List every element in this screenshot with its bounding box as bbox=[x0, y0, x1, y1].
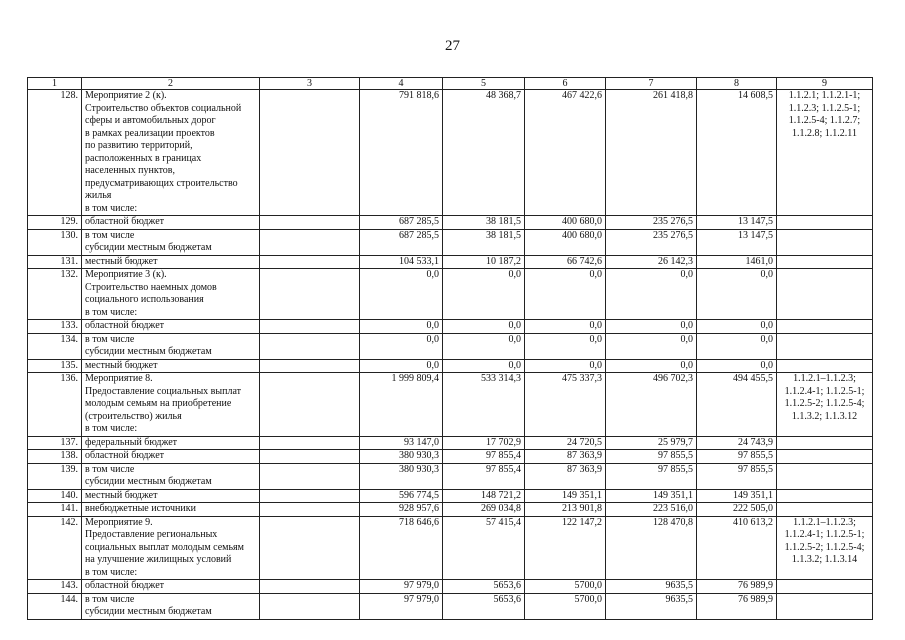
cell-col3 bbox=[260, 503, 360, 517]
cell-year2: 213 901,8 bbox=[525, 503, 606, 517]
cell-year2: 400 680,0 bbox=[525, 229, 606, 255]
column-header: 5 bbox=[443, 78, 525, 90]
cell-codes bbox=[777, 489, 873, 503]
cell-year2: 87 363,9 bbox=[525, 463, 606, 489]
table-row bbox=[28, 580, 873, 594]
cell-year2: 24 720,5 bbox=[525, 436, 606, 450]
row-name: областной бюджет bbox=[82, 580, 260, 594]
cell-col3 bbox=[260, 580, 360, 594]
row-number: 130. bbox=[28, 229, 82, 255]
cell-year4: 76 989,9 bbox=[697, 593, 777, 619]
cell-year4: 1461,0 bbox=[697, 255, 777, 269]
cell-codes bbox=[777, 333, 873, 359]
cell-total: 0,0 bbox=[360, 333, 443, 359]
row-name: в том числе субсидии местным бюджетам bbox=[82, 463, 260, 489]
cell-year2: 0,0 bbox=[525, 320, 606, 334]
row-number: 140. bbox=[28, 489, 82, 503]
cell-total: 380 930,3 bbox=[360, 463, 443, 489]
cell-codes bbox=[777, 436, 873, 450]
cell-total: 97 979,0 bbox=[360, 593, 443, 619]
column-header: 9 bbox=[777, 78, 873, 90]
cell-col3 bbox=[260, 269, 360, 320]
cell-col3 bbox=[260, 229, 360, 255]
cell-year4: 494 455,5 bbox=[697, 373, 777, 437]
cell-col3 bbox=[260, 516, 360, 580]
table-row bbox=[28, 216, 873, 230]
cell-codes bbox=[777, 580, 873, 594]
cell-total: 380 930,3 bbox=[360, 450, 443, 464]
table-row bbox=[28, 320, 873, 334]
cell-col3 bbox=[260, 216, 360, 230]
cell-year1: 10 187,2 bbox=[443, 255, 525, 269]
cell-year2: 475 337,3 bbox=[525, 373, 606, 437]
cell-codes bbox=[777, 216, 873, 230]
cell-year3: 9635,5 bbox=[606, 593, 697, 619]
cell-col3 bbox=[260, 359, 360, 373]
row-number: 139. bbox=[28, 463, 82, 489]
row-name: Мероприятие 9. Предоставление региональных социальных выплат молодым семьям на улучшение жилищных условий в том числе: bbox=[82, 516, 260, 580]
cell-year3: 97 855,5 bbox=[606, 450, 697, 464]
cell-col3 bbox=[260, 436, 360, 450]
row-number: 128. bbox=[28, 90, 82, 216]
cell-year2: 122 147,2 bbox=[525, 516, 606, 580]
cell-codes bbox=[777, 450, 873, 464]
cell-year4: 14 608,5 bbox=[697, 90, 777, 216]
cell-year2: 149 351,1 bbox=[525, 489, 606, 503]
header-row bbox=[28, 78, 873, 90]
cell-year1: 17 702,9 bbox=[443, 436, 525, 450]
table-row bbox=[28, 516, 873, 580]
cell-year1: 0,0 bbox=[443, 333, 525, 359]
cell-codes bbox=[777, 593, 873, 619]
cell-col3 bbox=[260, 450, 360, 464]
cell-total: 93 147,0 bbox=[360, 436, 443, 450]
cell-year3: 235 276,5 bbox=[606, 216, 697, 230]
column-header: 1 bbox=[28, 78, 82, 90]
row-name: местный бюджет bbox=[82, 489, 260, 503]
cell-year2: 0,0 bbox=[525, 269, 606, 320]
cell-total: 104 533,1 bbox=[360, 255, 443, 269]
cell-year4: 13 147,5 bbox=[697, 229, 777, 255]
table-row bbox=[28, 503, 873, 517]
cell-year3: 149 351,1 bbox=[606, 489, 697, 503]
table-row bbox=[28, 489, 873, 503]
cell-total: 0,0 bbox=[360, 320, 443, 334]
cell-codes: 1.1.2.1; 1.1.2.1-1; 1.1.2.3; 1.1.2.5-1; 1.1.2.5-4; 1.1.2.7; 1.1.2.8; 1.1.2.11 bbox=[777, 90, 873, 216]
cell-year4: 0,0 bbox=[697, 269, 777, 320]
cell-year4: 97 855,5 bbox=[697, 450, 777, 464]
cell-year1: 0,0 bbox=[443, 359, 525, 373]
cell-year4: 410 613,2 bbox=[697, 516, 777, 580]
cell-year2: 467 422,6 bbox=[525, 90, 606, 216]
cell-year1: 38 181,5 bbox=[443, 229, 525, 255]
row-number: 144. bbox=[28, 593, 82, 619]
cell-col3 bbox=[260, 373, 360, 437]
table-row bbox=[28, 436, 873, 450]
row-name: внебюджетные источники bbox=[82, 503, 260, 517]
column-header: 4 bbox=[360, 78, 443, 90]
cell-codes bbox=[777, 255, 873, 269]
cell-year4: 0,0 bbox=[697, 359, 777, 373]
row-name: в том числе субсидии местным бюджетам bbox=[82, 229, 260, 255]
row-name: областной бюджет bbox=[82, 320, 260, 334]
row-number: 137. bbox=[28, 436, 82, 450]
cell-year4: 97 855,5 bbox=[697, 463, 777, 489]
cell-year1: 269 034,8 bbox=[443, 503, 525, 517]
cell-total: 1 999 809,4 bbox=[360, 373, 443, 437]
column-header: 8 bbox=[697, 78, 777, 90]
cell-codes bbox=[777, 320, 873, 334]
cell-year1: 5653,6 bbox=[443, 593, 525, 619]
cell-year4: 13 147,5 bbox=[697, 216, 777, 230]
cell-year1: 0,0 bbox=[443, 269, 525, 320]
cell-total: 928 957,6 bbox=[360, 503, 443, 517]
cell-year2: 400 680,0 bbox=[525, 216, 606, 230]
cell-year3: 9635,5 bbox=[606, 580, 697, 594]
row-name: местный бюджет bbox=[82, 359, 260, 373]
cell-total: 97 979,0 bbox=[360, 580, 443, 594]
table-row bbox=[28, 359, 873, 373]
cell-col3 bbox=[260, 463, 360, 489]
cell-year2: 5700,0 bbox=[525, 580, 606, 594]
cell-year1: 97 855,4 bbox=[443, 463, 525, 489]
cell-year1: 57 415,4 bbox=[443, 516, 525, 580]
cell-codes bbox=[777, 269, 873, 320]
cell-year2: 87 363,9 bbox=[525, 450, 606, 464]
cell-codes: 1.1.2.1–1.1.2.3; 1.1.2.4-1; 1.1.2.5-1; 1.1.2.5-2; 1.1.2.5-4; 1.1.3.2; 1.1.3.14 bbox=[777, 516, 873, 580]
cell-codes bbox=[777, 463, 873, 489]
cell-codes: 1.1.2.1–1.1.2.3; 1.1.2.4-1; 1.1.2.5-1; 1.1.2.5-2; 1.1.2.5-4; 1.1.3.2; 1.1.3.12 bbox=[777, 373, 873, 437]
cell-total: 791 818,6 bbox=[360, 90, 443, 216]
page-number: 27 bbox=[445, 38, 460, 54]
row-name: в том числе субсидии местным бюджетам bbox=[82, 593, 260, 619]
table-row bbox=[28, 450, 873, 464]
row-number: 143. bbox=[28, 580, 82, 594]
cell-col3 bbox=[260, 320, 360, 334]
cell-codes bbox=[777, 229, 873, 255]
table-row bbox=[28, 593, 873, 619]
cell-year1: 148 721,2 bbox=[443, 489, 525, 503]
cell-year3: 0,0 bbox=[606, 333, 697, 359]
cell-total: 0,0 bbox=[360, 359, 443, 373]
table-row bbox=[28, 463, 873, 489]
column-header: 7 bbox=[606, 78, 697, 90]
cell-total: 596 774,5 bbox=[360, 489, 443, 503]
cell-year3: 0,0 bbox=[606, 269, 697, 320]
table-row bbox=[28, 333, 873, 359]
cell-year3: 97 855,5 bbox=[606, 463, 697, 489]
cell-year3: 496 702,3 bbox=[606, 373, 697, 437]
cell-col3 bbox=[260, 255, 360, 269]
cell-year3: 0,0 bbox=[606, 359, 697, 373]
row-number: 138. bbox=[28, 450, 82, 464]
column-header: 3 bbox=[260, 78, 360, 90]
cell-year1: 48 368,7 bbox=[443, 90, 525, 216]
cell-col3 bbox=[260, 489, 360, 503]
cell-year4: 76 989,9 bbox=[697, 580, 777, 594]
table-row bbox=[28, 255, 873, 269]
cell-year1: 38 181,5 bbox=[443, 216, 525, 230]
column-header: 2 bbox=[82, 78, 260, 90]
cell-total: 687 285,5 bbox=[360, 216, 443, 230]
cell-total: 687 285,5 bbox=[360, 229, 443, 255]
row-number: 133. bbox=[28, 320, 82, 334]
cell-codes bbox=[777, 359, 873, 373]
row-name: местный бюджет bbox=[82, 255, 260, 269]
row-name: Мероприятие 3 (к). Строительство наемных домов социального использования в том числе: bbox=[82, 269, 260, 320]
cell-year3: 261 418,8 bbox=[606, 90, 697, 216]
cell-year4: 0,0 bbox=[697, 320, 777, 334]
row-number: 129. bbox=[28, 216, 82, 230]
cell-year2: 5700,0 bbox=[525, 593, 606, 619]
table-row bbox=[28, 269, 873, 320]
row-number: 136. bbox=[28, 373, 82, 437]
cell-year1: 0,0 bbox=[443, 320, 525, 334]
cell-codes bbox=[777, 503, 873, 517]
cell-year1: 5653,6 bbox=[443, 580, 525, 594]
row-name: Мероприятие 8. Предоставление социальных выплат молодым семьям на приобретение (строительство) жилья в том числе: bbox=[82, 373, 260, 437]
table-row bbox=[28, 90, 873, 216]
cell-year1: 533 314,3 bbox=[443, 373, 525, 437]
cell-year3: 235 276,5 bbox=[606, 229, 697, 255]
row-name: в том числе субсидии местным бюджетам bbox=[82, 333, 260, 359]
cell-year4: 222 505,0 bbox=[697, 503, 777, 517]
cell-year2: 0,0 bbox=[525, 333, 606, 359]
column-header: 6 bbox=[525, 78, 606, 90]
row-number: 131. bbox=[28, 255, 82, 269]
row-name: областной бюджет bbox=[82, 450, 260, 464]
cell-year2: 66 742,6 bbox=[525, 255, 606, 269]
cell-year1: 97 855,4 bbox=[443, 450, 525, 464]
table-row bbox=[28, 373, 873, 437]
cell-year3: 26 142,3 bbox=[606, 255, 697, 269]
cell-year3: 223 516,0 bbox=[606, 503, 697, 517]
table-row bbox=[28, 229, 873, 255]
row-name: Мероприятие 2 (к). Строительство объектов социальной сферы и автомобильных дорог в рамках реализации проектов по развитию территорий, расположенных в границах населенных пунктов, предусматривающих строительство жилья в том числе: bbox=[82, 90, 260, 216]
budget-table bbox=[27, 77, 873, 620]
cell-year3: 0,0 bbox=[606, 320, 697, 334]
cell-col3 bbox=[260, 90, 360, 216]
row-name: федеральный бюджет bbox=[82, 436, 260, 450]
cell-year3: 25 979,7 bbox=[606, 436, 697, 450]
row-number: 142. bbox=[28, 516, 82, 580]
cell-year4: 0,0 bbox=[697, 333, 777, 359]
cell-year3: 128 470,8 bbox=[606, 516, 697, 580]
cell-year2: 0,0 bbox=[525, 359, 606, 373]
cell-col3 bbox=[260, 593, 360, 619]
row-name: областной бюджет bbox=[82, 216, 260, 230]
cell-total: 718 646,6 bbox=[360, 516, 443, 580]
cell-year4: 24 743,9 bbox=[697, 436, 777, 450]
row-number: 134. bbox=[28, 333, 82, 359]
cell-total: 0,0 bbox=[360, 269, 443, 320]
row-number: 135. bbox=[28, 359, 82, 373]
cell-year4: 149 351,1 bbox=[697, 489, 777, 503]
row-number: 141. bbox=[28, 503, 82, 517]
cell-col3 bbox=[260, 333, 360, 359]
row-number: 132. bbox=[28, 269, 82, 320]
